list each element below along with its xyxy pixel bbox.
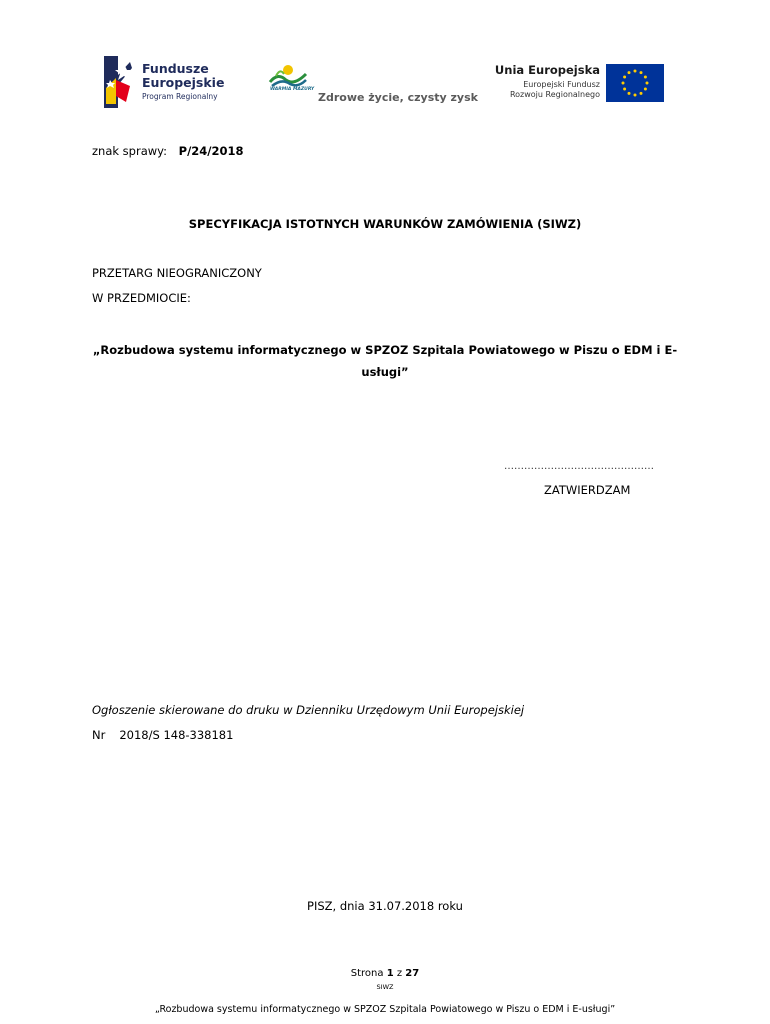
case-reference (92, 144, 244, 158)
page-total: 27 (405, 968, 420, 979)
page-current: 1 (386, 968, 394, 979)
case-reference-label: znak sprawy: (92, 144, 168, 158)
notice-number-label: Nr (92, 728, 106, 742)
approval-label: ZATWIERDZAM (544, 483, 631, 497)
warmia-mazury-wordmark: WARMIA MAZURY (270, 87, 315, 92)
procedure-subject-label: W PRZEDMIOCIE: (92, 291, 191, 305)
fe-logo-line2: Europejskie (142, 74, 225, 90)
procedure-type: PRZETARG NIEOGRANICZONY (92, 266, 262, 280)
fundusze-europejskie-emblem-icon (104, 56, 138, 108)
fe-logo-line3: Program Regionalny (142, 92, 218, 101)
warmia-mazury-emblem-icon (268, 62, 308, 88)
signature-line: ……………………………………… (504, 461, 654, 472)
ue-logo-line1: Unia Europejska (494, 63, 600, 77)
contract-subject: „Rozbudowa systemu informatycznego w SPZOZ Szpitala Powiatowego w Piszu o EDM i E-usługi” (92, 343, 678, 379)
page-prefix: Strona (350, 968, 384, 979)
fundusze-europejskie-logo (104, 56, 244, 108)
unia-europejska-logo (490, 62, 670, 104)
page-number (0, 968, 770, 979)
footer-subject: „Rozbudowa systemu informatycznego w SPZOZ Szpitala Powiatowego w Piszu o EDM i E-usługi” (154, 1004, 616, 1015)
ue-logo-line3: Rozwoju Regionalnego (509, 89, 600, 99)
eu-flag-icon (606, 64, 664, 102)
document-code: SIWZ (376, 983, 394, 991)
case-reference-value: P/24/2018 (178, 144, 244, 158)
warmia-mazury-logo (268, 62, 478, 106)
publication-notice: Ogłoszenie skierowane do druku w Dzienniku Urzędowym Unii Europejskiej (92, 703, 525, 717)
ue-logo-line2: Europejski Fundusz (523, 79, 600, 89)
place-and-date: PISZ, dnia 31.07.2018 roku (307, 899, 463, 913)
document-title: SPECYFIKACJA ISTOTNYCH WARUNKÓW ZAMÓWIENIA (SIWZ) (188, 217, 582, 231)
fe-logo-line1: Fundusze (142, 61, 209, 76)
notice-number (92, 728, 233, 742)
notice-number-value: 2018/S 148-338181 (119, 728, 234, 742)
warmia-mazury-slogan: Zdrowe życie, czysty zysk (318, 91, 478, 104)
page-separator: z (396, 968, 403, 979)
